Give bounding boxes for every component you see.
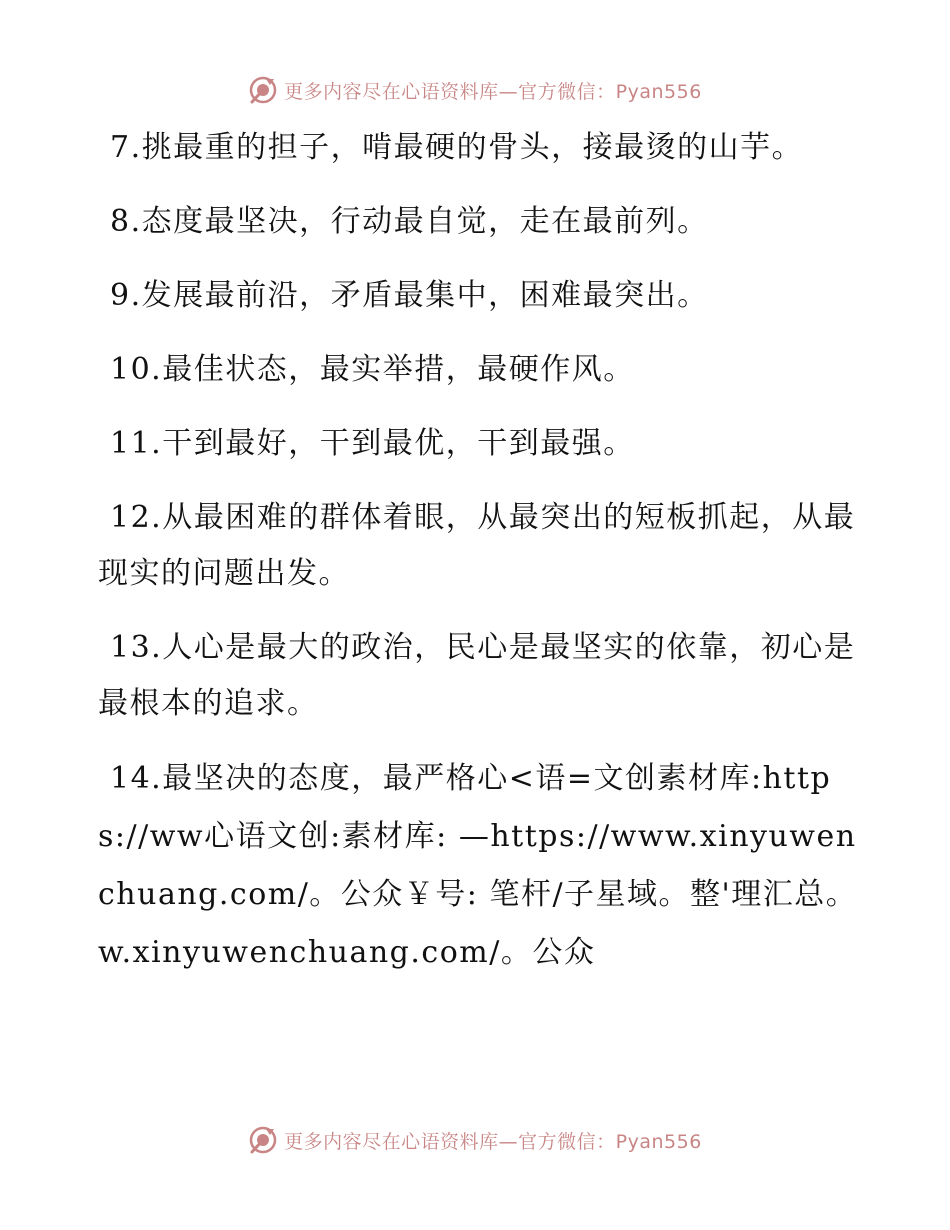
list-item <box>98 342 858 398</box>
item-number: 9. <box>110 278 142 313</box>
item-text: 挑最重的担子，啃最硬的骨头，接最烫的山芋。 <box>141 130 804 165</box>
pen-logo-icon <box>248 75 278 105</box>
item-text: 态度最坚决，行动最自觉，走在最前列。 <box>141 204 709 239</box>
item-text: 人心是最大的政治，民心是最坚实的依靠，初心是最根本的追求。 <box>98 630 856 721</box>
footer-banner <box>0 1120 950 1160</box>
list-item <box>98 416 858 472</box>
item-number: 11. <box>110 426 163 461</box>
item-number: 14. <box>110 761 163 796</box>
item-text: 发展最前沿，矛盾最集中，困难最突出。 <box>141 278 709 313</box>
list-item <box>98 490 858 602</box>
header-banner <box>0 70 950 110</box>
list-item <box>98 620 858 732</box>
document-body <box>98 120 858 982</box>
item-number: 10. <box>110 352 163 387</box>
item-number: 8. <box>110 204 142 239</box>
item-text: 最佳状态，最实举措，最硬作风。 <box>162 352 635 387</box>
item-number: 13. <box>110 630 163 665</box>
item-number: 12. <box>110 500 163 535</box>
list-item <box>98 120 858 176</box>
banner-text: 更多内容尽在心语资料库—官方微信：Pyan556 <box>284 80 702 103</box>
item-text: 干到最好，干到最优，干到最强。 <box>162 426 635 461</box>
list-item <box>98 194 858 250</box>
list-item <box>98 750 858 982</box>
list-item <box>98 268 858 324</box>
item-number: 7. <box>110 130 142 165</box>
item-text: 从最困难的群体着眼，从最突出的短板抓起，从最现实的问题出发。 <box>98 500 856 591</box>
pen-logo-icon <box>248 1125 278 1155</box>
item-text: 最坚决的态度，最严格心<语=文创素材库:https://ww心语文创:素材库: —https://www.xinyuwenchuang.com/。公众￥号: 笔杆/子星域。整'理汇总。w.xinyuwenchuang.com/。公众 <box>98 761 858 970</box>
banner-text: 更多内容尽在心语资料库—官方微信：Pyan556 <box>284 1130 702 1153</box>
